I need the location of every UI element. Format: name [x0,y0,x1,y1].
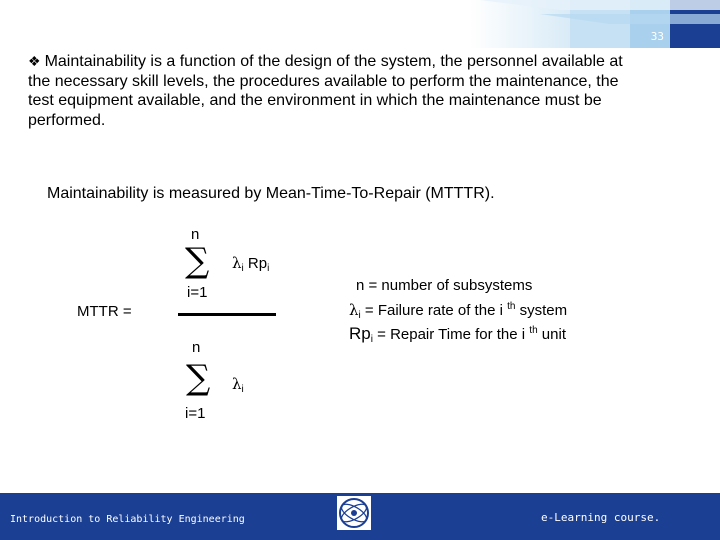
denominator-sigma: ∑ [186,358,211,398]
definition-rp: $Rp_i$ = Repair Time for the i $^{th}$ unit [349,324,566,345]
bullet-text: Maintainability is a function of the design of the system, the personnel available at the necessary skill levels, the procedures available to perform the maintenance, the test equipment available, and the environment in which the maintenance must be performed. [28,53,623,129]
fraction-bar [178,313,276,316]
definition-n: n = number of subsystems [356,277,533,294]
header-band [0,0,720,48]
measure-statement: Maintainability is measured by Mean-Time-To-Repair (MTTTR). [47,185,495,202]
denominator-terms: $\lambda_i$ [232,375,244,395]
definition-lambda: $\lambda_i$ = Failure rate of the i $^{th}$ system [349,301,568,321]
bullet-paragraph [28,52,628,130]
footer-elearning: e-Learning course. [541,511,661,524]
numerator-sum-upper: n [191,226,200,243]
diamond-bullet-icon: ❖ [28,53,41,69]
slide-number: 33 [650,30,664,43]
footer-course-title: Introduction to Reliability Engineering [10,514,245,525]
numerator-sigma: ∑ [185,241,210,281]
mttr-lhs: MTTR = [77,303,132,320]
cern-logo-icon [337,496,371,530]
numerator-terms: $\lambda_i$ $Rp_i$ [232,254,270,274]
footer-band [0,493,720,540]
denominator-sum-lower: i=1 [185,405,206,422]
numerator-sum-lower: i=1 [187,284,208,301]
denominator-sum-upper: n [192,339,201,356]
header-stripes-decor [0,0,720,48]
